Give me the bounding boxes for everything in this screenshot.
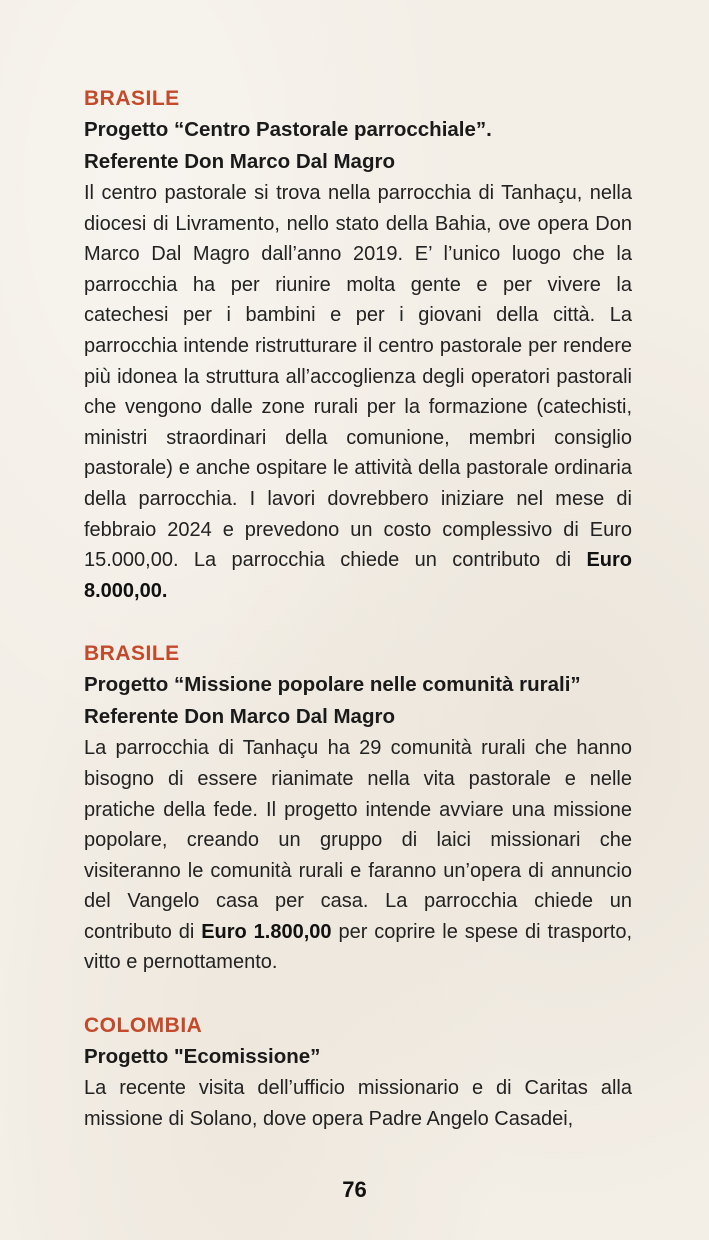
project-title: Progetto "Ecomissione” <box>84 1045 321 1069</box>
project-referent: Referente Don Marco Dal Magro <box>84 705 395 729</box>
project-referent: Referente Don Marco Dal Magro <box>84 150 395 173</box>
description-text-end: per coprire le spese di trasporto, vitto e pernottamento. <box>84 920 633 974</box>
project-title: Progetto “Centro Pastorale parrocchiale”. <box>84 118 492 141</box>
project-section-brasile-centro-pastorale <box>84 84 632 606</box>
page-content <box>84 84 632 1134</box>
project-section-brasile-missione-popolare <box>84 639 632 978</box>
requested-amount: Euro 1.800,00 <box>201 920 332 943</box>
description-text: La recente visita dell’ufficio missionario e di Caritas alla missione di Solano, dove opera Padre Angelo Casadei, <box>84 1077 632 1130</box>
project-description <box>84 178 632 606</box>
project-title: Progetto “Missione popolare nelle comunità rurali” <box>84 673 581 697</box>
description-text: La parrocchia di Tanhaçu ha 29 comunità rurali che hanno bisogno di essere rianimate nella vita pastorale e nelle pratiche della fede. Il progetto intende avviare una missione popolare, creando un gruppo di laici missionari che visiteranno le comunità rurali e faranno un’opera di annuncio del Vangelo casa per casa. La parrocchia chiede un contributo di <box>84 737 632 943</box>
description-text: Il centro pastorale si trova nella parrocchia di Tanhaçu, nella diocesi di Livramento, nello stato della Bahia, ove opera Don Marco Dal Magro dall’anno 2019. E’ l’unico luogo che la parrocchia ha per riunire molta gente e per vivere la catechesi per i bambini e per i giovani della città. La parrocchia intende ristrutturare il centro pastorale per rendere più idonea la struttura all’accoglienza degli operatori pastorali che vengono dalle zone rurali per la formazione (catechisti, ministri straordinari della comunione, membri consiglio pastorale) e anche ospitare le attività della pastorale ordinaria della parrocchia. I lavori dovrebbero iniziare nel mese di febbraio 2024 e prevedono un costo complessivo di Euro 15.000,00. La parrocchia chiede un contributo di <box>84 182 632 572</box>
requested-amount: Euro 8.000,00. <box>84 549 632 602</box>
project-description <box>84 733 632 978</box>
country-heading: BRASILE <box>84 87 180 110</box>
page-number: 76 <box>342 1177 367 1202</box>
project-description <box>84 1073 632 1134</box>
country-heading: COLOMBIA <box>84 1014 203 1038</box>
project-section-colombia-ecomissione <box>84 1011 632 1134</box>
country-heading: BRASILE <box>84 642 180 666</box>
